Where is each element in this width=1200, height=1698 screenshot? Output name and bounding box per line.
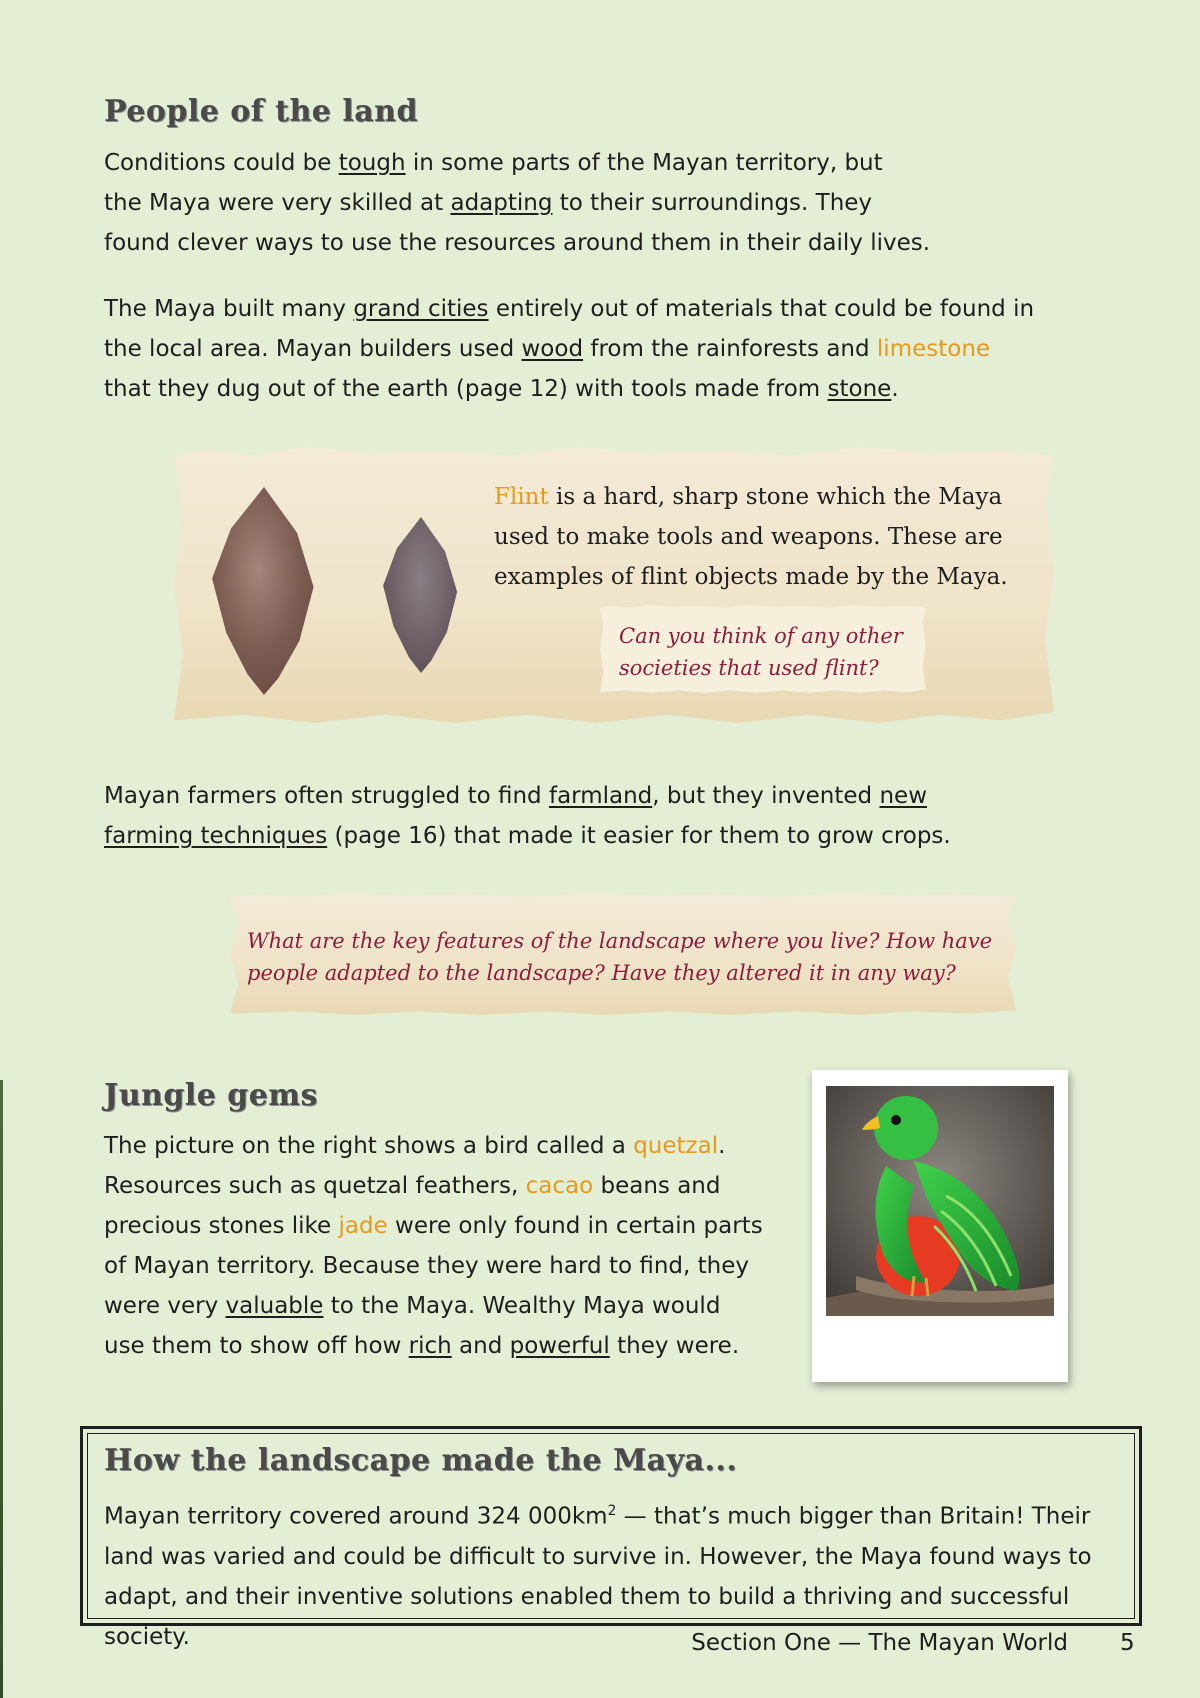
text-run: land was varied and could be difficult to survive in. However, the Maya found ways to — [104, 1543, 1092, 1570]
text-run: (page 16) that made it easier for them to grow crops. — [327, 823, 951, 849]
keyword-highlight: quetzal — [633, 1133, 719, 1159]
section-heading-jungle-gems: Jungle gems — [104, 1078, 318, 1113]
text-run: Can you think of any other — [619, 624, 903, 648]
text-run: use them to show off how — [104, 1333, 409, 1359]
text-run: and — [451, 1333, 510, 1359]
text-run: to their surroundings. They — [552, 190, 873, 216]
keyword-highlight: jade — [338, 1213, 388, 1239]
flint-question-text — [619, 620, 919, 684]
paragraph-grand-cities — [104, 289, 1104, 409]
text-run: found clever ways to use the resources around them in their daily lives. — [104, 230, 931, 256]
keyword-underlined: stone — [827, 376, 892, 402]
keyword-highlight: cacao — [525, 1173, 594, 1199]
keyword-underlined: farmland — [548, 783, 653, 809]
text-run: , but they invented — [652, 783, 880, 809]
keyword-underlined: powerful — [509, 1333, 610, 1359]
text-run: they were. — [609, 1333, 740, 1359]
paragraph-farmers — [104, 776, 1104, 856]
landscape-question-text — [247, 925, 1007, 989]
text-run: . — [891, 376, 899, 402]
footer-page-number: 5 — [1120, 1630, 1135, 1656]
text-run: that they dug out of the earth (page 12) with tools made from — [104, 376, 828, 402]
text-run: people adapted to the landscape? Have they altered it in any way? — [247, 961, 956, 985]
paragraph-quetzal — [104, 1126, 804, 1366]
text-run: 2 — [607, 1503, 617, 1519]
text-run: beans and — [593, 1173, 721, 1199]
quetzal-bird-image — [826, 1086, 1054, 1316]
keyword-underlined: adapting — [450, 190, 553, 216]
keyword-underlined: tough — [338, 150, 406, 176]
text-run: Mayan farmers often struggled to find — [104, 783, 549, 809]
text-run: the Maya were very skilled at — [104, 190, 451, 216]
keyword-underlined: farming techniques — [104, 823, 328, 849]
text-run: from the rainforests and — [583, 336, 877, 362]
quetzal-photo — [826, 1086, 1054, 1316]
keyword-underlined: wood — [521, 336, 584, 362]
text-run: examples of flint objects made by the Maya. — [494, 564, 1008, 590]
footer-section-title: Section One — The Mayan World — [691, 1630, 1068, 1656]
text-run: used to make tools and weapons. These are — [494, 524, 1003, 550]
text-run: societies that used flint? — [619, 656, 879, 680]
text-run: were only found in certain parts — [387, 1213, 763, 1239]
text-run: — that’s much bigger than Britain! Their — [616, 1503, 1091, 1530]
text-run: of Mayan territory. Because they were hard to find, they — [104, 1253, 749, 1279]
text-run: to the Maya. Wealthy Maya would — [323, 1293, 721, 1319]
paragraph-conditions — [104, 143, 1024, 263]
text-run: The picture on the right shows a bird called a — [104, 1133, 634, 1159]
keyword-underlined: valuable — [225, 1293, 324, 1319]
text-run: Resources such as quetzal feathers, — [104, 1173, 526, 1199]
text-run: The Maya built many — [104, 296, 354, 322]
text-run: the local area. Mayan builders used — [104, 336, 522, 362]
text-run: What are the key features of the landscape where you live? How have — [247, 929, 993, 953]
keyword-underlined: grand cities — [353, 296, 489, 322]
section-heading-people-of-the-land: People of the land — [104, 94, 418, 129]
keyword-underlined: new — [879, 783, 928, 809]
text-run: entirely out of materials that could be found in — [488, 296, 1035, 322]
text-run: in some parts of the Mayan territory, but — [405, 150, 883, 176]
text-run: Mayan territory covered around 324 000km — [104, 1503, 608, 1530]
text-run: precious stones like — [104, 1213, 339, 1239]
keyword-underlined: rich — [408, 1333, 452, 1359]
page-edge-strip — [0, 1080, 3, 1698]
keyword-highlight: Flint — [494, 484, 549, 510]
text-run: Conditions could be — [104, 150, 339, 176]
summary-heading: How the landscape made the Maya... — [104, 1443, 738, 1478]
quetzal-polaroid — [812, 1070, 1068, 1382]
text-run: adapt, and their inventive solutions enabled them to build a thriving and successful society. — [104, 1583, 1070, 1650]
text-run: were very — [104, 1293, 226, 1319]
flint-description — [494, 477, 1034, 597]
keyword-highlight: limestone — [876, 336, 991, 362]
text-run: . — [718, 1133, 726, 1159]
text-run: is a hard, sharp stone which the Maya — [548, 484, 1003, 510]
